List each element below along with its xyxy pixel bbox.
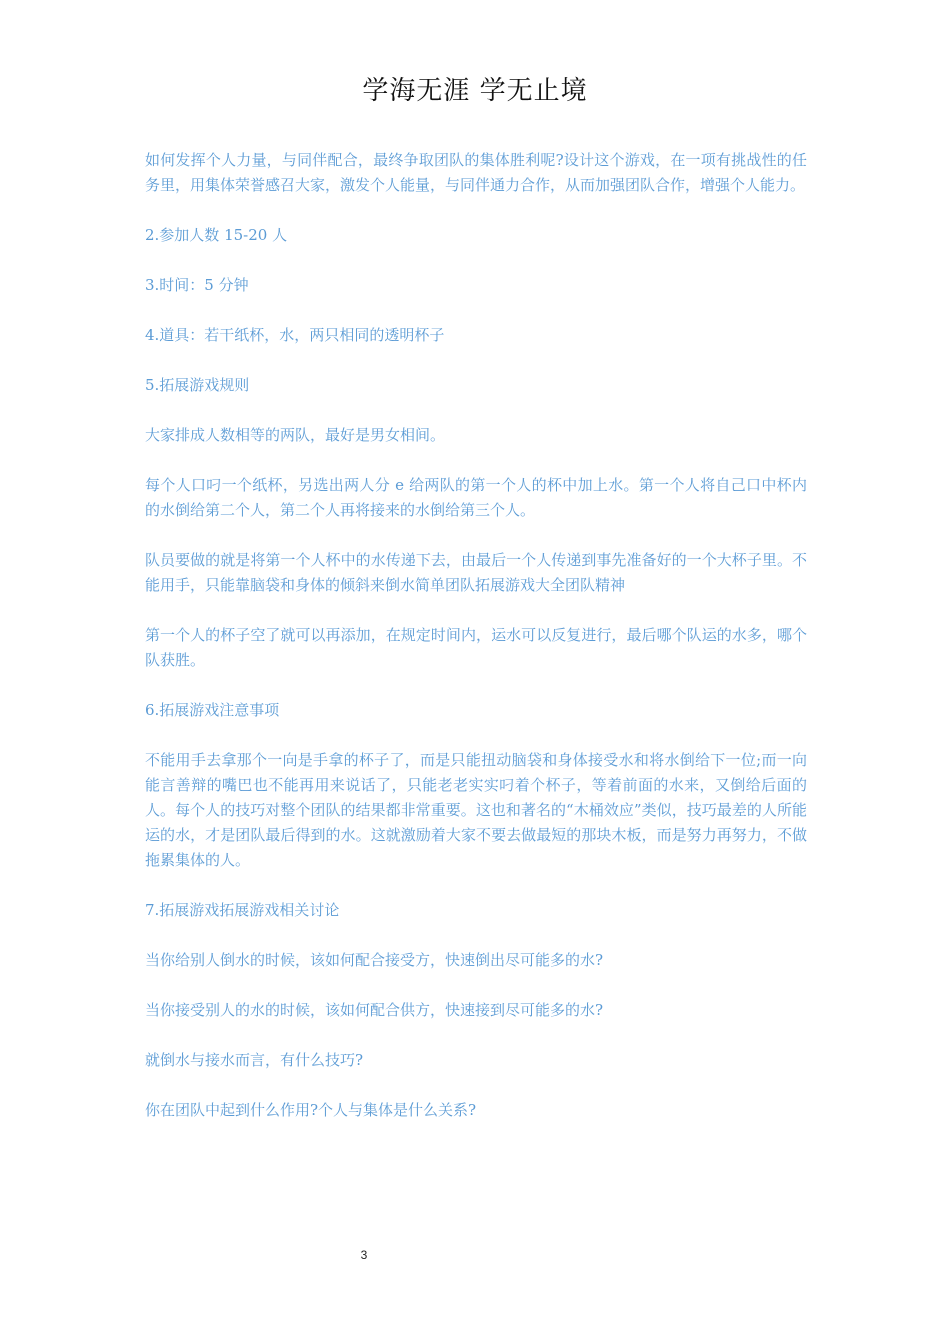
paragraph-notes: 不能用手去拿那个一向是手拿的杯子了，而是只能扭动脑袋和身体接受水和将水倒给下一位;而一向能言善辩的嘴巴也不能再用来说话了，只能老老实实叼着个杯子，等着前面的水来，又倒给后面的人。每个人的技巧对整个团队的结果都非常重要。这也和著名的“木桶效应”类似，技巧最差的人所能运的水，才是团队最后得到的水。这就激励着大家不要去做最短的那块木板，而是努力再努力，不做拖累集体的人。 xyxy=(145,751,807,869)
paragraph-intro: 如何发挥个人力量，与同伴配合，最终争取团队的集体胜利呢?设计这个游戏，在一项有挑战性的任务里，用集体荣誉感召大家，激发个人能量，与同伴通力合作，从而加强团队合作，增强个人能力。 xyxy=(145,151,807,194)
paragraph-rules-2: 每个人口叼一个纸杯，另选出两人分 e 给两队的第一个人的杯中加上水。第一个人将自己口中杯内的水倒给第二个人，第二个人再将接来的水倒给第三个人。 xyxy=(145,476,807,519)
section-rules-heading: 5.拓展游戏规则 xyxy=(145,376,250,394)
paragraph-rules-4: 第一个人的杯子空了就可以再添加，在规定时间内，运水可以反复进行，最后哪个队运的水多，哪个队获胜。 xyxy=(145,626,807,669)
discussion-question-2: 当你接受别人的水的时候，该如何配合供方，快速接到尽可能多的水? xyxy=(145,1001,604,1019)
discussion-question-4: 你在团队中起到什么作用?个人与集体是什么关系? xyxy=(145,1101,477,1119)
page-header-title: 学海无涯 学无止境 xyxy=(362,76,588,106)
discussion-question-1: 当你给别人倒水的时候，该如何配合接受方，快速倒出尽可能多的水? xyxy=(145,951,604,969)
section-notes-heading: 6.拓展游戏注意事项 xyxy=(145,701,280,719)
section-time: 3.时间：5 分钟 xyxy=(145,276,249,294)
discussion-question-3: 就倒水与接水而言，有什么技巧? xyxy=(145,1051,364,1069)
section-participants: 2.参加人数 15-20 人 xyxy=(145,226,288,244)
paragraph-rules-1: 大家排成人数相等的两队，最好是男女相间。 xyxy=(145,426,446,444)
section-props: 4.道具：若干纸杯，水，两只相同的透明杯子 xyxy=(145,326,445,344)
section-discussion-heading: 7.拓展游戏拓展游戏相关讨论 xyxy=(145,901,340,919)
paragraph-rules-3: 队员要做的就是将第一个人杯中的水传递下去，由最后一个人传递到事先准备好的一个大杯子里。不能用手，只能靠脑袋和身体的倾斜来倒水简单团队拓展游戏大全团队精神 xyxy=(145,551,807,594)
document-body xyxy=(145,148,807,1148)
page-number: 3 xyxy=(360,1248,368,1262)
